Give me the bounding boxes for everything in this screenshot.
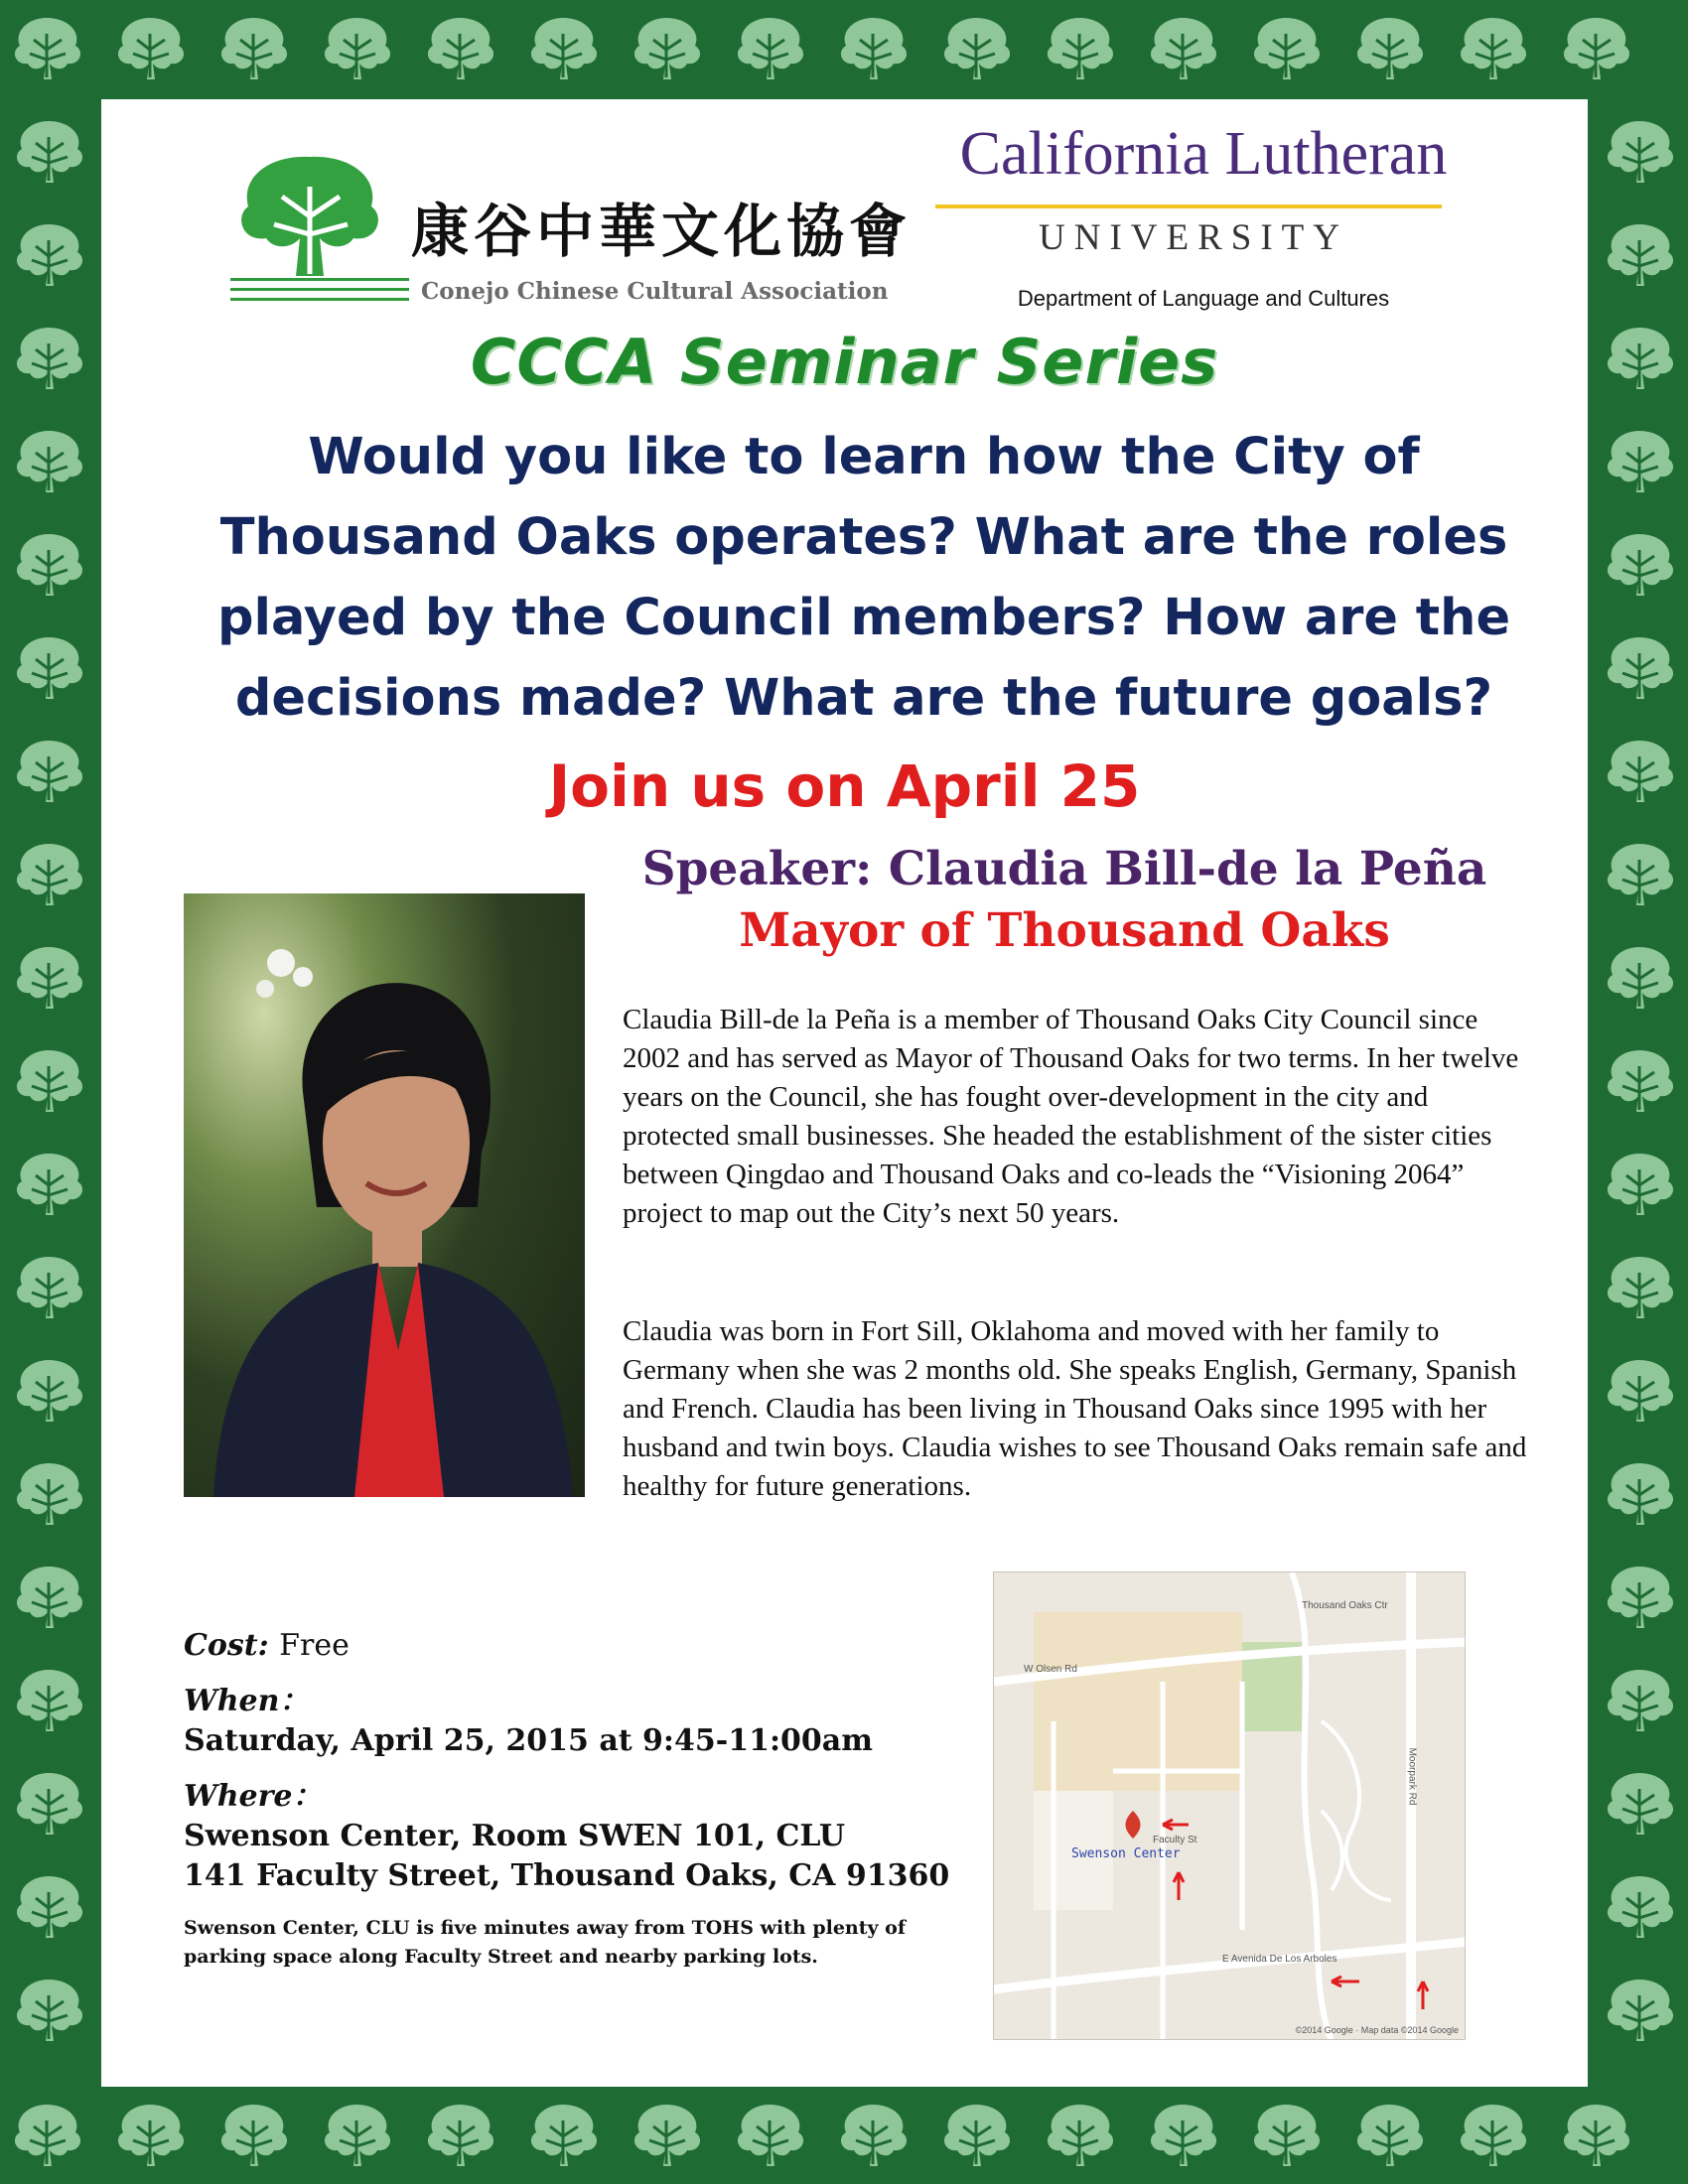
flyer-sheet xyxy=(101,99,1588,2087)
speaker-bio-paragraph: Claudia was born in Fort Sill, Oklahoma and moved with her family to Germany when she was 2 months old. She speaks English, Germany, Spanish and French. Claudia has been living in Thousand Oaks since 1995 with her husband and twin boys. Claudia wishes to see Thousand Oaks remain safe and healthy for future generations. xyxy=(623,1315,1527,1502)
oak-tree-icon xyxy=(1608,328,1673,389)
oak-tree-icon xyxy=(428,2105,493,2166)
oak-tree-icon xyxy=(17,637,82,699)
oak-tree-icon xyxy=(1608,121,1673,183)
clu-logo xyxy=(925,119,1481,318)
oak-tree-icon xyxy=(531,18,597,79)
oak-tree-icon xyxy=(1608,534,1673,596)
cost-row xyxy=(184,1628,350,1663)
oak-tree-icon xyxy=(17,741,82,802)
oak-tree-icon xyxy=(325,18,390,79)
oak-tree-icon xyxy=(17,844,82,905)
oak-tree-logo-icon xyxy=(230,147,389,308)
oak-tree-icon xyxy=(1608,1670,1673,1731)
oak-tree-icon xyxy=(1151,2105,1216,2166)
oak-tree-icon xyxy=(17,947,82,1009)
map-credit: ©2014 Google · Map data ©2014 Google xyxy=(1295,2025,1459,2035)
oak-tree-icon xyxy=(944,2105,1010,2166)
oak-tree-icon xyxy=(1564,2105,1629,2166)
oak-tree-icon xyxy=(1608,844,1673,905)
oak-tree-icon xyxy=(1608,1567,1673,1628)
speaker-bio-paragraph: Claudia Bill-de la Peña is a member of Thousand Oaks City Council since 2002 and has served as Mayor of Thousand Oaks for two terms. In her twelve years on the Council, she has fought over-development in the city and protected small businesses. She headed the establishment of the sister cities between Qingdao and Thousand Oaks and co-leads the “Visioning 2064” project to map out the City’s next 50 years. xyxy=(623,1004,1519,1229)
location-map[interactable] xyxy=(993,1571,1466,2040)
oak-tree-icon xyxy=(17,1050,82,1112)
oak-tree-icon xyxy=(15,18,80,79)
oak-tree-icon xyxy=(17,1257,82,1318)
oak-tree-icon xyxy=(738,2105,803,2166)
oak-tree-icon xyxy=(1254,18,1320,79)
map-street-label: Faculty St xyxy=(1153,1835,1197,1845)
oak-tree-icon xyxy=(841,18,907,79)
oak-tree-icon xyxy=(1357,18,1423,79)
oak-tree-icon xyxy=(15,2105,80,2166)
when-label: When： xyxy=(184,1684,310,1718)
oak-tree-icon xyxy=(1608,741,1673,802)
oak-tree-icon xyxy=(17,431,82,492)
oak-tree-icon xyxy=(118,2105,184,2166)
oak-tree-icon xyxy=(17,224,82,286)
oak-tree-icon xyxy=(17,1773,82,1835)
oak-tree-icon xyxy=(17,121,82,183)
map-street-label: W Olsen Rd xyxy=(1024,1664,1077,1675)
clu-name: California Lutheran xyxy=(959,120,1448,188)
oak-tree-icon xyxy=(634,18,700,79)
oak-tree-icon xyxy=(1608,1050,1673,1112)
where-label: Where： xyxy=(184,1779,323,1814)
oak-tree-icon xyxy=(1608,1773,1673,1835)
oak-tree-icon xyxy=(17,328,82,389)
oak-tree-icon xyxy=(17,1567,82,1628)
logo-rule xyxy=(230,278,409,281)
oak-tree-icon xyxy=(17,1979,82,2041)
map-marker-label: Swenson Center xyxy=(1071,1846,1181,1861)
oak-tree-icon xyxy=(118,18,184,79)
oak-tree-icon xyxy=(1608,947,1673,1009)
oak-tree-icon xyxy=(17,1463,82,1525)
oak-tree-icon xyxy=(17,1360,82,1422)
oak-tree-icon xyxy=(1254,2105,1320,2166)
logo-rule xyxy=(230,298,409,301)
oak-tree-icon xyxy=(531,2105,597,2166)
clu-department: Department of Language and Cultures xyxy=(1017,286,1390,311)
series-title: CCCA Seminar Series xyxy=(470,326,1219,398)
speaker-name: Speaker: Claudia Bill-de la Peña xyxy=(641,842,1487,896)
oak-tree-icon xyxy=(1608,1463,1673,1525)
oak-tree-icon xyxy=(325,2105,390,2166)
oak-tree-icon xyxy=(1608,431,1673,492)
ccca-chinese-name: 康谷中華文化協會 xyxy=(411,198,913,265)
oak-tree-icon xyxy=(1357,2105,1423,2166)
when-value: Saturday, April 25, 2015 at 9:45-11:00am xyxy=(184,1723,873,1758)
oak-tree-icon xyxy=(1461,2105,1526,2166)
oak-tree-icon xyxy=(841,2105,907,2166)
speaker-photo xyxy=(184,893,585,1497)
clu-gold-rule xyxy=(935,205,1442,208)
where-line: 141 Faculty Street, Thousand Oaks, CA 91360 xyxy=(184,1858,950,1893)
logo-rule xyxy=(230,288,409,291)
oak-tree-icon xyxy=(1564,18,1629,79)
map-street-label: Moorpark Rd xyxy=(1406,1747,1418,1806)
oak-tree-icon xyxy=(1608,1257,1673,1318)
intro-questions: Would you like to learn how the City of Thousand Oaks operates? What are the roles played by the Council members? How are the decisions made? What are the future goals? xyxy=(216,428,1511,728)
oak-tree-icon xyxy=(17,1154,82,1215)
oak-tree-icon xyxy=(428,18,493,79)
oak-tree-icon xyxy=(1151,18,1216,79)
cost-label: Cost: xyxy=(184,1628,269,1663)
oak-tree-icon xyxy=(634,2105,700,2166)
map-street-label: E Avenida De Los Arboles xyxy=(1222,1954,1337,1965)
map-street-label: Thousand Oaks Ctr xyxy=(1302,1600,1388,1611)
oak-tree-icon xyxy=(17,534,82,596)
speaker-title: Mayor of Thousand Oaks xyxy=(739,903,1390,958)
oak-tree-icon xyxy=(1608,1876,1673,1938)
oak-tree-icon xyxy=(17,1876,82,1938)
oak-tree-icon xyxy=(1608,1360,1673,1422)
oak-tree-icon xyxy=(1608,1979,1673,2041)
oak-tree-icon xyxy=(738,18,803,79)
oak-tree-icon xyxy=(944,18,1010,79)
cost-value: Free xyxy=(279,1628,350,1663)
join-date: Join us on April 25 xyxy=(548,752,1141,820)
oak-tree-icon xyxy=(221,18,287,79)
oak-tree-icon xyxy=(1608,637,1673,699)
oak-tree-icon xyxy=(17,1670,82,1731)
ccca-english-name: Conejo Chinese Cultural Association xyxy=(421,278,889,305)
oak-tree-icon xyxy=(221,2105,287,2166)
oak-tree-icon xyxy=(1608,224,1673,286)
oak-tree-icon xyxy=(1048,2105,1113,2166)
where-line: Swenson Center, Room SWEN 101, CLU xyxy=(184,1819,846,1853)
clu-university: UNIVERSITY xyxy=(1039,217,1348,258)
parking-note: Swenson Center, CLU is five minutes away from TOHS with plenty of parking space along Faculty Street and nearby parking lots. xyxy=(184,1917,907,1968)
oak-tree-icon xyxy=(1048,18,1113,79)
oak-tree-icon xyxy=(1461,18,1526,79)
oak-tree-icon xyxy=(1608,1154,1673,1215)
